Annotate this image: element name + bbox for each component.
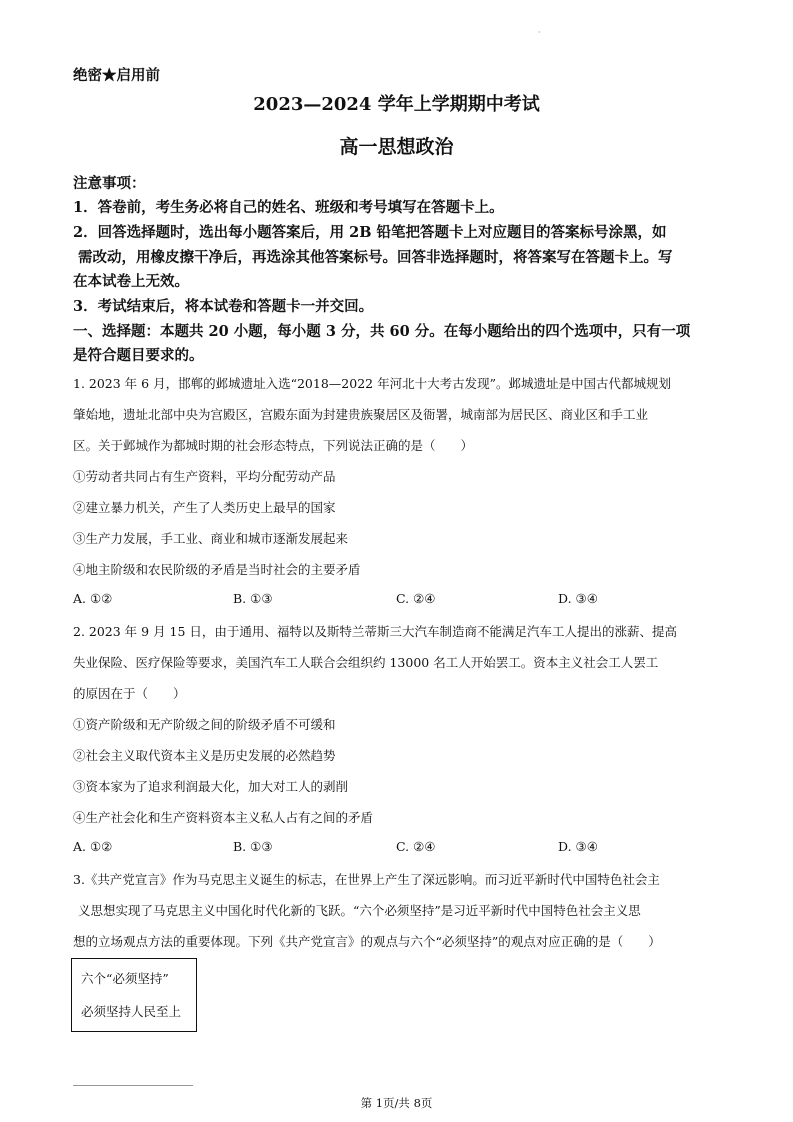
section-heading-line-2: 是符合题目要求的。 [73, 347, 204, 364]
q1-option-c: C. ②④ [396, 591, 436, 606]
note-item-1: 1．答卷前，考生务必将自己的姓名、班级和考号填写在答题卡上。 [73, 199, 504, 216]
section-heading-line-1: 一、选择题：本题共 20 小题，每小题 3 分，共 60 分。在每小题给出的四个选项中，只有一项 [73, 323, 691, 340]
q3-stem-line-3: 想的立场观点方法的重要体现。下列《共产党宣言》的观点与六个“必须坚持”的观点对应正确的是（ ） [73, 934, 661, 949]
notes-heading: 注意事项： [73, 175, 146, 192]
q1-option-d: D. ③④ [558, 591, 598, 606]
scan-dot: · [538, 28, 541, 37]
q2-option-b: B. ①③ [233, 839, 273, 854]
note-item-2-line-1: 2．回答选择题时，选出每小题答案后，用 2B 铅笔把答题卡上对应题目的答案标号涂黑，如 [73, 224, 667, 241]
q1-stem-line-2: 肇始地，遗址北部中央为宫殿区，宫殿东面为封建贵族聚居区及衙署，城南部为居民区、商业区和手工业 [73, 407, 649, 422]
q1-stem-line-3: 区。关于邺城作为都城时期的社会形态特点，下列说法正确的是（ ） [73, 438, 474, 453]
q2-stem-line-1: 2. 2023 年 9 月 15 日，由于通用、福特以及斯特兰蒂斯三大汽车制造商不能满足汽车工人提出的涨薪、提高 [73, 624, 677, 639]
q2-stem-line-2: 失业保险、医疗保险等要求，美国汽车工人联合会组织约 13000 名工人开始罢工。资本主义社会工人罢工 [73, 655, 659, 670]
q3-stem-line-1: 3.《共产党宣言》作为马克思主义诞生的标志，在世界上产生了深远影响。而习近平新时代中国特色社会主 [73, 872, 660, 887]
q1-option-b: B. ①③ [233, 591, 273, 606]
q2-statement-2: ②社会主义取代资本主义是历史发展的必然趋势 [73, 748, 336, 763]
page-number: 第 1页/共 8页 [360, 1096, 433, 1110]
q2-option-c: C. ②④ [396, 839, 436, 854]
q1-statement-4: ④地主阶级和农民阶级的矛盾是当时社会的主要矛盾 [73, 562, 361, 577]
q2-statement-4: ④生产社会化和生产资料资本主义私人占有之间的矛盾 [73, 810, 374, 825]
q1-statement-3: ③生产力发展，手工业、商业和城市逐渐发展起来 [73, 531, 349, 546]
q1-stem-line-1: 1. 2023 年 6 月，邯郸的邺城遗址入选“2018—2022 年河北十大考古发现”。邺城遗址是中国古代都城规划 [73, 376, 671, 391]
q2-statement-3: ③资本家为了追求利润最大化，加大对工人的剥削 [73, 779, 349, 794]
q3-table-header: 六个“必须坚持” [81, 971, 169, 986]
q3-table-cell [71, 958, 197, 1032]
q2-option-a: A. ①② [73, 839, 113, 854]
note-item-2-line-3: 在本试卷上无效。 [73, 273, 189, 290]
exam-title: 2023—2024 学年上学期期中考试 [253, 94, 540, 115]
q3-table-row-1: 必须坚持人民至上 [81, 1004, 182, 1019]
q2-option-d: D. ③④ [558, 839, 598, 854]
q1-statement-2: ②建立暴力机关，产生了人类历史上最早的国家 [73, 500, 336, 515]
q2-stem-line-3: 的原因在于（ ） [73, 686, 186, 701]
footer-divider [73, 1085, 193, 1086]
q3-stem-line-2: 义思想实现了马克思主义中国化时代化新的飞跃。“六个必须坚持”是习近平新时代中国特色社会主义思 [78, 903, 641, 918]
q2-statement-1: ①资产阶级和无产阶级之间的阶级矛盾不可缓和 [73, 717, 336, 732]
note-item-2-line-2: 需改动，用橡皮擦干净后，再选涂其他答案标号。回答非选择题时，将答案写在答题卡上。写 [78, 249, 673, 266]
secret-label: 绝密★启用前 [73, 67, 160, 84]
note-item-3: 3．考试结束后，将本试卷和答题卡一并交回。 [73, 298, 374, 315]
exam-subtitle: 高一思想政治 [339, 136, 454, 158]
q1-option-a: A. ①② [73, 591, 113, 606]
q1-statement-1: ①劳动者共同占有生产资料，平均分配劳动产品 [73, 469, 336, 484]
